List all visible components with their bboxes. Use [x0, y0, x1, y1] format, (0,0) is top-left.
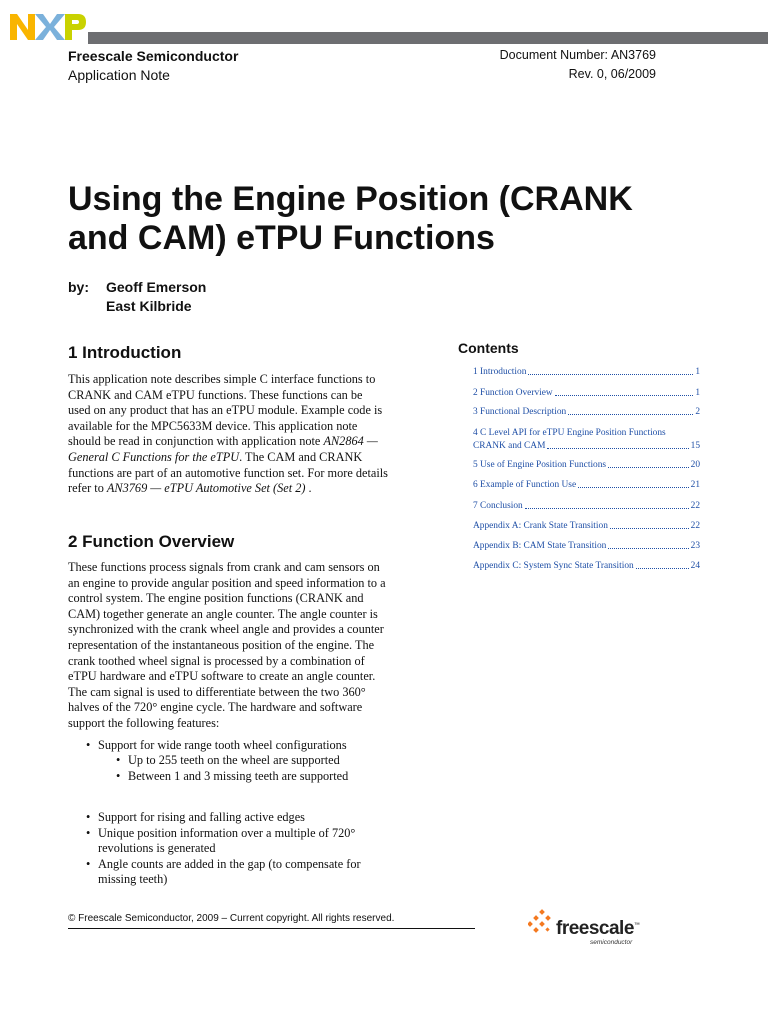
toc-page: 21 — [690, 480, 700, 490]
toc-page: 2 — [695, 407, 700, 417]
function-overview-paragraph: These functions process signals from crank and cam sensors on an engine to provide angular position and speed information to a control system. The engine position functions (CRANK and CAM) together generate an angle counter. The angle counter is synchronized with the crank wheel angle and provides a counter representation of the instantaneous position of the engine. The crank toothed wheel signal is processed by a combination of eTPU hardware and eTPU software to create an angle counter. The cam signal is used to differentiate between the two 360° halves of the 720° engine cycle. The hardware and software support the following features: — [68, 560, 386, 730]
document-number: Document Number: AN3769 — [499, 48, 656, 62]
toc-entry-introduction[interactable] — [473, 366, 700, 378]
toc-label: Appendix C: System Sync State Transition — [473, 561, 634, 571]
title-line-2: and CAM) eTPU Functions — [68, 219, 495, 257]
section-heading-introduction: 1 Introduction — [68, 343, 182, 362]
toc-label: 4 C Level API for eTPU Engine Position Functions — [473, 428, 666, 438]
toc-entry-c-level-api[interactable] — [473, 427, 700, 452]
toc-label: 1 Introduction — [473, 367, 527, 377]
freescale-wordmark: freescale — [556, 918, 634, 939]
toc-page: 22 — [690, 521, 700, 531]
toc-page: 15 — [690, 441, 700, 451]
nxp-logo — [8, 10, 88, 44]
toc-page: 1 — [695, 367, 700, 377]
feature-list-1 — [98, 738, 388, 754]
toc-entry-appendix-a[interactable] — [473, 520, 700, 532]
author-name: Geoff Emerson — [106, 279, 207, 295]
toc-label: 2 Function Overview — [473, 388, 553, 398]
introduction-paragraph — [68, 372, 388, 497]
toc-entry-appendix-c[interactable] — [473, 560, 700, 572]
doc-type: Application Note — [68, 67, 170, 83]
list-item: • Support for rising and falling active edges — [98, 810, 378, 826]
company-name: Freescale Semiconductor — [68, 48, 239, 64]
section-heading-function-overview: 2 Function Overview — [68, 532, 235, 551]
toc-label: 6 Example of Function Use — [473, 480, 577, 490]
header-bar — [88, 32, 768, 44]
toc-label: 3 Functional Description — [473, 407, 567, 417]
list-item: • Up to 255 teeth on the wheel are supported — [128, 753, 388, 769]
intro-text-3: . — [305, 481, 312, 496]
intro-reference-an3769: AN3769 — eTPU Automotive Set (Set 2) — [106, 481, 306, 496]
intro-text-2: . The CAM and CRANK functions are part of an automotive function set. For more details refer to — [68, 449, 388, 496]
byline-label: by: — [68, 279, 89, 295]
feature-list-2 — [98, 810, 378, 888]
freescale-logo — [528, 908, 650, 948]
title-line-1: Using the Engine Position (CRANK — [68, 180, 633, 218]
toc-page: 20 — [690, 460, 700, 470]
trademark-symbol: ™ — [633, 922, 640, 929]
list-item: • Support for wide range tooth wheel configurations — [98, 738, 388, 754]
toc-entry-appendix-b[interactable] — [473, 540, 700, 552]
list-item: • Angle counts are added in the gap (to compensate for missing teeth) — [98, 857, 378, 888]
toc-page: 1 — [695, 388, 700, 398]
toc-label: Appendix A: Crank State Transition — [473, 521, 608, 531]
toc-entry-functional-description[interactable] — [473, 406, 700, 418]
toc-page: 23 — [690, 541, 700, 551]
toc-label: Appendix B: CAM State Transition — [473, 541, 607, 551]
toc-entry-function-overview[interactable] — [473, 387, 700, 399]
toc-entry-conclusion[interactable] — [473, 500, 700, 512]
footer-divider — [68, 928, 475, 929]
list-item: • Unique position information over a multiple of 720° revolutions is generated — [98, 826, 378, 857]
feature-sublist — [128, 753, 388, 784]
page-title — [68, 180, 708, 258]
toc-entry-example[interactable] — [473, 479, 700, 491]
freescale-subtitle: semiconductor — [590, 939, 633, 946]
toc-page: 22 — [690, 501, 700, 511]
author-location: East Kilbride — [106, 298, 192, 314]
toc-label: 7 Conclusion — [473, 501, 523, 511]
intro-text-1: This application note describes simple C interface functions to CRANK and CAM eTPU functions. These functions can be used on any product that has an eTPU module. Example code is available for the MPC5633M device. This application note should be read in conjunction with application note — [68, 372, 383, 449]
list-item: • Between 1 and 3 missing teeth are supported — [128, 769, 388, 785]
toc-label: 5 Use of Engine Position Functions — [473, 460, 607, 470]
toc-page: 24 — [690, 561, 700, 571]
freescale-dots-icon — [528, 908, 558, 938]
revision: Rev. 0, 06/2009 — [568, 67, 656, 81]
contents-heading: Contents — [458, 340, 519, 356]
copyright-notice: © Freescale Semiconductor, 2009 – Current copyright. All rights reserved. — [68, 913, 395, 924]
toc-entry-use-of-functions[interactable] — [473, 459, 700, 471]
toc-label-continued: CRANK and CAM — [473, 441, 546, 451]
intro-reference-an2864: AN2864 — General C Functions for the eTPU — [68, 434, 378, 464]
